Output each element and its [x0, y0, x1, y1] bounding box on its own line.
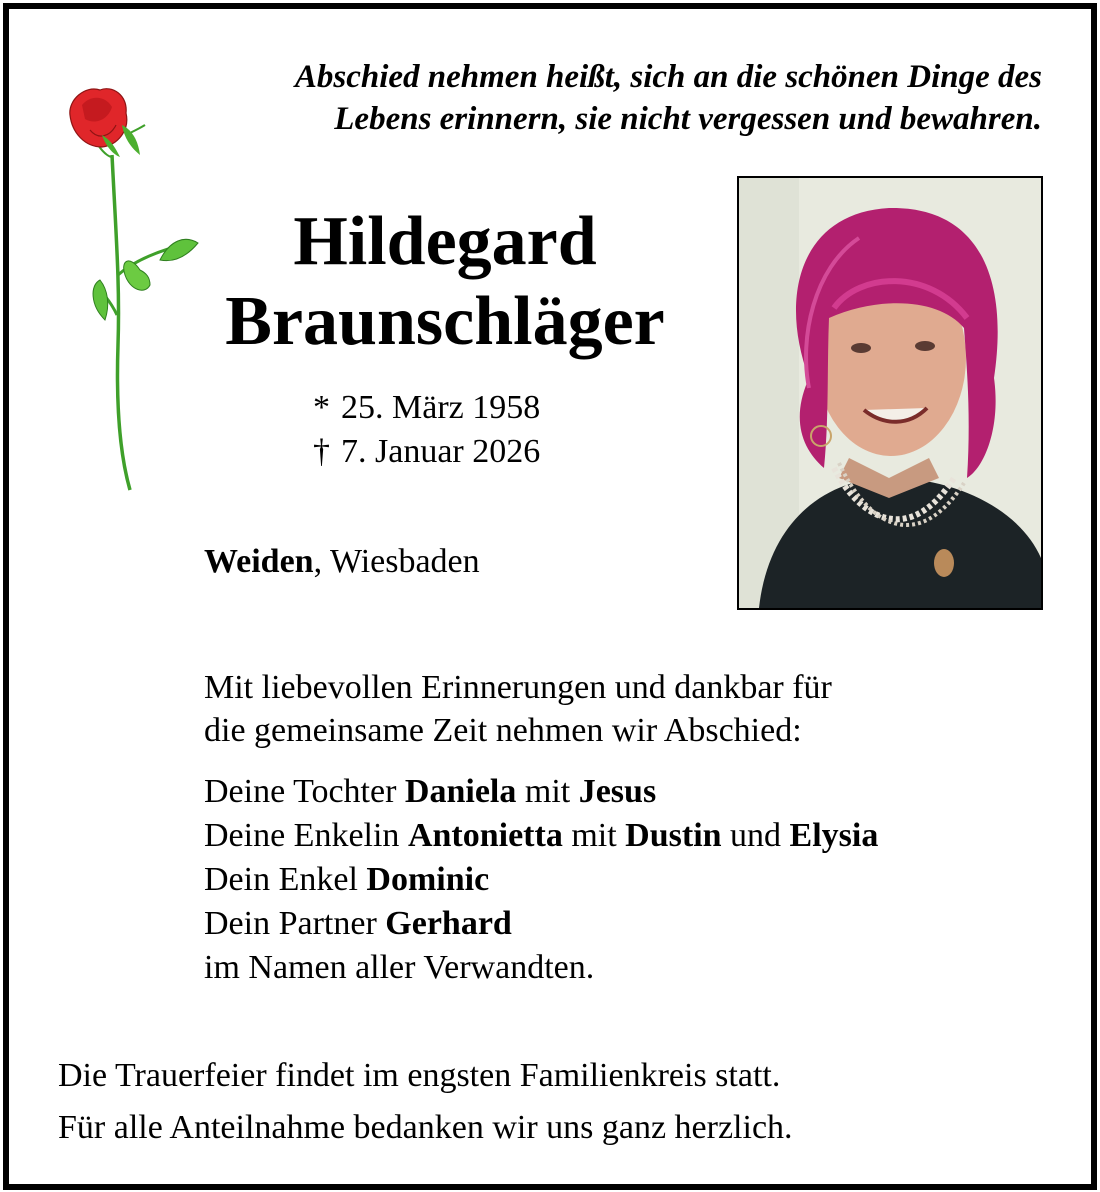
quote-line-2: Lebens erinnern, sie nicht vergessen und bewahren.: [334, 101, 1042, 137]
birth-date: 25. März 1958: [341, 389, 541, 426]
granddaughter-und: und: [721, 817, 790, 854]
death-date: 7. Januar 2026: [341, 433, 541, 470]
place-secondary: Wiesbaden: [322, 543, 480, 580]
last-name: Braunschläger: [225, 283, 665, 360]
granddaughter-mit: mit: [562, 817, 626, 854]
portrait-photo: [737, 176, 1043, 610]
footer-line-2: Für alle Anteilnahme bedanken wir uns ganz herzlich.: [58, 1109, 793, 1146]
daughter-partner: Jesus: [578, 773, 657, 810]
partner-prefix: Dein Partner: [204, 905, 386, 942]
first-name: Hildegard: [293, 203, 597, 280]
granddaughter-partner: Dustin: [625, 817, 722, 854]
places: [204, 540, 480, 584]
deceased-name: [180, 202, 710, 362]
red-rose-icon: [50, 85, 200, 495]
footer-notice: [58, 1050, 793, 1154]
daughter-mit: mit: [516, 773, 579, 810]
daughter-prefix: Deine Tochter: [204, 773, 405, 810]
granddaughter-child: Elysia: [789, 817, 879, 854]
memorial-quote: [295, 56, 1042, 140]
death-cross-icon: †: [313, 433, 330, 470]
family-partner: [204, 902, 878, 946]
message-line-1: Mit liebevollen Erinnerungen und dankbar für: [204, 669, 832, 706]
message-line-2: die gemeinsame Zeit nehmen wir Abschied:: [204, 712, 802, 749]
daughter-name: Daniela: [404, 773, 517, 810]
life-dates: [313, 386, 540, 474]
grandson-name: Dominic: [366, 861, 490, 898]
place-primary: Weiden: [204, 543, 314, 580]
death-line: [313, 430, 540, 474]
farewell-message: [204, 666, 832, 752]
granddaughter-prefix: Deine Enkelin: [204, 817, 408, 854]
birth-star-icon: *: [313, 389, 330, 426]
place-separator: ,: [313, 543, 323, 580]
granddaughter-name: Antonietta: [407, 817, 563, 854]
birth-line: [313, 386, 540, 430]
family-grandson: [204, 858, 878, 902]
partner-name: Gerhard: [385, 905, 512, 942]
footer-line-1: Die Trauerfeier findet im engsten Familienkreis statt.: [58, 1057, 781, 1094]
quote-line-1: Abschied nehmen heißt, sich an die schönen Dinge des: [294, 59, 1042, 95]
grandson-prefix: Dein Enkel: [204, 861, 367, 898]
family-closing: im Namen aller Verwandten.: [204, 949, 595, 986]
portrait-illustration: [739, 178, 1041, 608]
family-daughter: [204, 770, 878, 814]
family-granddaughter: [204, 814, 878, 858]
family-list: [204, 770, 878, 990]
